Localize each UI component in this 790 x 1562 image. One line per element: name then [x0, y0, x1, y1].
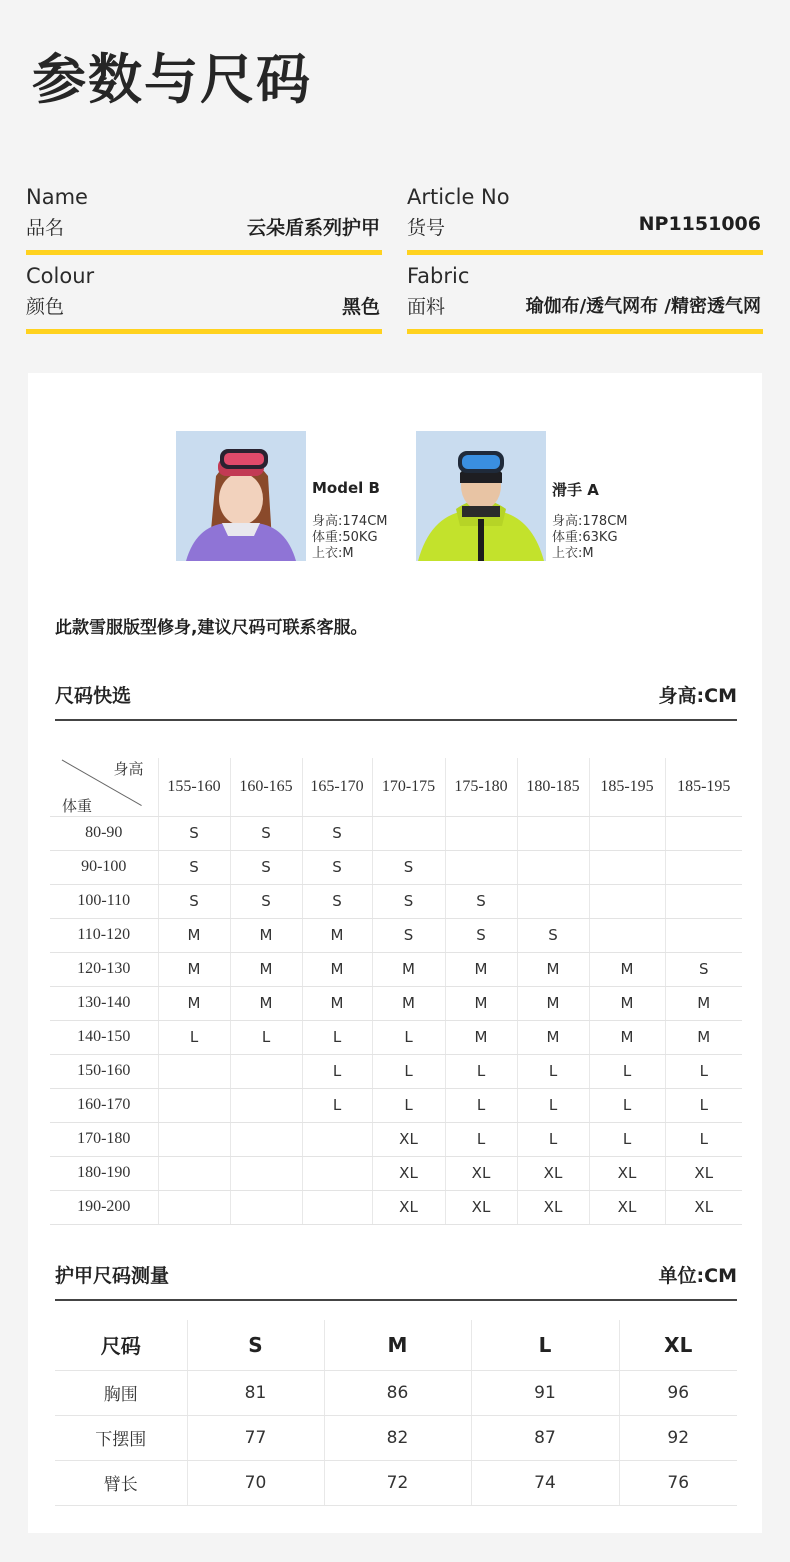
measurement-header-size: 尺码 [55, 1320, 187, 1370]
page-title: 参数与尺码 [32, 48, 312, 111]
size-cell [517, 884, 589, 918]
measurement-label: 臂长 [55, 1460, 187, 1505]
table-row [50, 986, 742, 1020]
size-cell [302, 1122, 372, 1156]
corner-height-label: 身高 [113, 760, 144, 778]
spec-colour-en: Colour [26, 264, 95, 288]
measurement-body [55, 1370, 737, 1505]
size-cell: S [158, 884, 230, 918]
size-cell: XL [517, 1190, 589, 1224]
measurement-header-l: L [471, 1320, 619, 1370]
quick-size-unit: 身高:CM [658, 685, 737, 707]
size-cell: M [372, 986, 445, 1020]
size-cell: L [665, 1088, 742, 1122]
measurement-header-m: M [324, 1320, 471, 1370]
weight-range-cell: 160-170 [50, 1088, 158, 1122]
size-cell: M [302, 986, 372, 1020]
fit-advice: 此款雪服版型修身,建议尺码可联系客服。 [55, 618, 368, 638]
measurement-value: 77 [187, 1415, 324, 1460]
spec-colour [26, 264, 382, 334]
size-cell: L [445, 1054, 517, 1088]
size-cell: S [230, 884, 302, 918]
size-cell: S [445, 918, 517, 952]
table-row [50, 1156, 742, 1190]
size-cell: L [302, 1088, 372, 1122]
height-col-3: 165-170 [302, 758, 372, 816]
size-cell [230, 1054, 302, 1088]
size-cell [589, 816, 665, 850]
spec-name [26, 185, 382, 255]
height-col-6: 180-185 [517, 758, 589, 816]
height-col-8: 185-195 [665, 758, 742, 816]
size-cell [158, 1156, 230, 1190]
measurement-value: 96 [619, 1370, 737, 1415]
quick-size-header [55, 681, 737, 721]
size-cell [230, 1156, 302, 1190]
spec-fabric-en: Fabric [407, 264, 470, 288]
measurement-header-row [55, 1320, 737, 1370]
measurement-value: 82 [324, 1415, 471, 1460]
size-cell [372, 816, 445, 850]
table-row [55, 1370, 737, 1415]
size-cell: XL [372, 1122, 445, 1156]
size-cell [230, 1190, 302, 1224]
measurement-value: 72 [324, 1460, 471, 1505]
size-cell [230, 1088, 302, 1122]
measurement-value: 92 [619, 1415, 737, 1460]
size-cell: M [158, 986, 230, 1020]
size-cell: M [517, 952, 589, 986]
model-a-weight: 体重:63KG [552, 530, 618, 545]
model-b-weight: 体重:50KG [312, 530, 378, 545]
size-cell: L [665, 1054, 742, 1088]
spec-name-en: Name [26, 185, 88, 209]
size-cell: S [230, 850, 302, 884]
model-b [176, 431, 406, 561]
size-cell: M [589, 952, 665, 986]
model-a-height: 身高:178CM [552, 514, 628, 529]
size-cell: L [517, 1088, 589, 1122]
weight-range-cell: 100-110 [50, 884, 158, 918]
size-cell [665, 918, 742, 952]
size-cell: L [445, 1122, 517, 1156]
size-cell: L [445, 1088, 517, 1122]
spec-article-en: Article No [407, 185, 510, 209]
table-row [50, 952, 742, 986]
size-cell [665, 884, 742, 918]
measurement-header-s: S [187, 1320, 324, 1370]
size-cell: XL [445, 1156, 517, 1190]
size-cell: M [589, 986, 665, 1020]
size-cell: M [445, 986, 517, 1020]
size-cell: M [445, 1020, 517, 1054]
model-a-photo [416, 431, 546, 561]
size-cell [302, 1190, 372, 1224]
size-cell: L [372, 1054, 445, 1088]
spec-name-value: 云朵盾系列护甲 [246, 217, 380, 239]
table-row [50, 1088, 742, 1122]
size-cell [302, 1156, 372, 1190]
size-cell [589, 884, 665, 918]
height-col-1: 155-160 [158, 758, 230, 816]
size-cell: L [372, 1020, 445, 1054]
size-cell: M [302, 952, 372, 986]
model-b-height: 身高:174CM [312, 514, 388, 529]
size-cell: S [372, 884, 445, 918]
table-row [50, 816, 742, 850]
size-cell: L [589, 1088, 665, 1122]
size-cell: S [372, 850, 445, 884]
size-cell: S [665, 952, 742, 986]
size-cell: L [665, 1122, 742, 1156]
measurement-table [55, 1320, 737, 1506]
spec-name-cn: 品名 [26, 217, 65, 239]
table-row [55, 1460, 737, 1505]
size-cell: M [665, 1020, 742, 1054]
size-cell [665, 816, 742, 850]
size-cell: L [589, 1054, 665, 1088]
size-cell [230, 1122, 302, 1156]
height-col-5: 175-180 [445, 758, 517, 816]
size-cell: M [445, 952, 517, 986]
measurement-value: 87 [471, 1415, 619, 1460]
size-cell [158, 1088, 230, 1122]
size-cell: XL [589, 1190, 665, 1224]
table-row [50, 1190, 742, 1224]
size-cell: L [158, 1020, 230, 1054]
size-cell [158, 1122, 230, 1156]
size-cell: XL [665, 1156, 742, 1190]
size-cell: M [230, 986, 302, 1020]
size-cell: M [302, 918, 372, 952]
table-row [50, 850, 742, 884]
size-cell: L [230, 1020, 302, 1054]
model-a-name: 滑手 A [552, 481, 599, 499]
size-cell [589, 918, 665, 952]
size-cell: S [230, 816, 302, 850]
size-cell: S [302, 850, 372, 884]
table-row [50, 884, 742, 918]
height-col-2: 160-165 [230, 758, 302, 816]
spec-colour-value: 黑色 [341, 296, 380, 318]
measurement-value: 76 [619, 1460, 737, 1505]
weight-range-cell: 140-150 [50, 1020, 158, 1054]
size-cell [589, 850, 665, 884]
size-cell [158, 1054, 230, 1088]
size-cell: S [302, 816, 372, 850]
spec-fabric-cn: 面料 [407, 296, 446, 318]
size-cell: M [230, 918, 302, 952]
quick-size-title: 尺码快选 [55, 685, 132, 707]
size-cell: L [517, 1054, 589, 1088]
size-cell: L [302, 1020, 372, 1054]
spec-colour-cn: 颜色 [26, 296, 65, 318]
spec-fabric [407, 264, 763, 334]
measurement-header-xl: XL [619, 1320, 737, 1370]
model-a-top: 上衣:M [552, 546, 594, 561]
measurement-value: 70 [187, 1460, 324, 1505]
size-cell [517, 850, 589, 884]
spec-article-value: NP1151006 [638, 213, 761, 235]
size-cell: L [372, 1088, 445, 1122]
size-cell: M [589, 1020, 665, 1054]
size-cell: S [158, 816, 230, 850]
size-cell: XL [517, 1156, 589, 1190]
spec-fabric-value: 瑜伽布/透气网布 /精密透气网 [525, 296, 761, 317]
size-card [28, 373, 762, 1533]
size-cell: S [445, 884, 517, 918]
size-cell: M [230, 952, 302, 986]
spec-article-cn: 货号 [407, 217, 446, 239]
size-cell [445, 816, 517, 850]
size-cell [158, 1190, 230, 1224]
model-b-photo [176, 431, 306, 561]
spec-article [407, 185, 763, 255]
weight-range-cell: 150-160 [50, 1054, 158, 1088]
measurement-value: 74 [471, 1460, 619, 1505]
measurement-title: 护甲尺码测量 [55, 1265, 170, 1287]
corner-weight-label: 体重 [62, 796, 93, 815]
quick-size-table [50, 758, 742, 1225]
size-cell: L [589, 1122, 665, 1156]
size-cell: M [372, 952, 445, 986]
size-cell: S [517, 918, 589, 952]
measurement-value: 86 [324, 1370, 471, 1415]
size-cell: S [302, 884, 372, 918]
table-row [50, 1054, 742, 1088]
size-cell: XL [372, 1156, 445, 1190]
measurement-value: 81 [187, 1370, 324, 1415]
weight-range-cell: 120-130 [50, 952, 158, 986]
measurement-label: 下摆围 [55, 1415, 187, 1460]
size-cell: M [158, 918, 230, 952]
weight-range-cell: 80-90 [50, 816, 158, 850]
model-b-name: Model B [312, 479, 380, 497]
size-cell [665, 850, 742, 884]
size-cell: S [372, 918, 445, 952]
quick-size-header-row [50, 758, 742, 816]
size-cell: XL [445, 1190, 517, 1224]
quick-size-body [50, 816, 742, 1224]
size-cell: L [302, 1054, 372, 1088]
weight-range-cell: 130-140 [50, 986, 158, 1020]
corner-cell [50, 758, 158, 816]
height-col-4: 170-175 [372, 758, 445, 816]
measurement-label: 胸围 [55, 1370, 187, 1415]
size-cell [517, 816, 589, 850]
model-a [416, 431, 646, 561]
size-cell: M [665, 986, 742, 1020]
table-row [55, 1415, 737, 1460]
size-cell: XL [665, 1190, 742, 1224]
size-cell: M [517, 986, 589, 1020]
height-col-7: 185-195 [589, 758, 665, 816]
measurement-unit: 单位:CM [658, 1265, 737, 1287]
measurement-value: 91 [471, 1370, 619, 1415]
size-cell: S [158, 850, 230, 884]
size-cell: L [517, 1122, 589, 1156]
weight-range-cell: 90-100 [50, 850, 158, 884]
size-cell: XL [372, 1190, 445, 1224]
size-cell: M [517, 1020, 589, 1054]
table-row [50, 918, 742, 952]
table-row [50, 1020, 742, 1054]
size-cell [445, 850, 517, 884]
table-row [50, 1122, 742, 1156]
model-b-top: 上衣:M [312, 546, 354, 561]
weight-range-cell: 190-200 [50, 1190, 158, 1224]
size-cell: M [158, 952, 230, 986]
size-cell: XL [589, 1156, 665, 1190]
weight-range-cell: 110-120 [50, 918, 158, 952]
weight-range-cell: 180-190 [50, 1156, 158, 1190]
measurement-header [55, 1261, 737, 1301]
weight-range-cell: 170-180 [50, 1122, 158, 1156]
